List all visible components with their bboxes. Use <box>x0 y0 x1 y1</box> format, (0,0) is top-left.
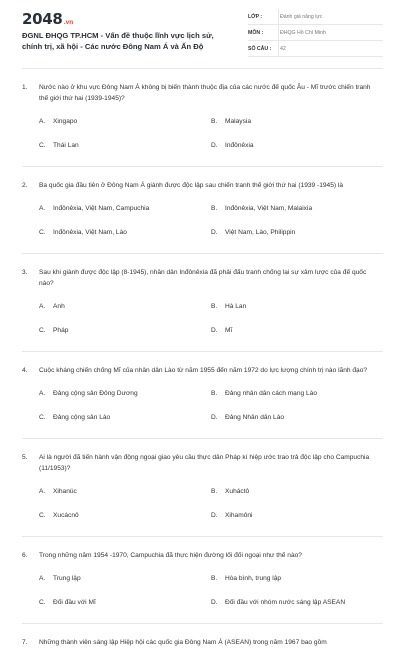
option-text: Đảng nhân dân cách mạng Lào <box>225 390 318 397</box>
question-body: Ba quốc gia đầu tiên ở Đông Nam Á giành được độc lập sau chiến tranh thế giới thứ hai (1939 -1945) là <box>39 182 344 189</box>
option-letter: D. <box>211 142 218 149</box>
option-letter: C. <box>39 229 46 236</box>
option-text: Inđônêxia, Việt Nam, Malaixia <box>225 205 313 212</box>
answer-option[interactable] <box>211 303 383 327</box>
page-title: ĐGNL ĐHQG TP.HCM - Vấn đề thuộc lĩnh vực lịch sử, chính trị, xã hội - Các nước Đông Nam Á và Ấn Độ <box>22 31 214 51</box>
option-text: Xingapo <box>53 118 78 125</box>
answer-option[interactable] <box>211 488 383 512</box>
answer-option[interactable] <box>39 142 211 166</box>
option-text: Thái Lan <box>53 142 79 149</box>
logo-text: 2048 <box>22 10 63 28</box>
option-text: Xucácnô <box>53 512 79 519</box>
option-letter: C. <box>39 599 46 606</box>
meta-row <box>248 9 383 25</box>
question-list <box>22 68 383 648</box>
question-body: Cuộc kháng chiến chống Mĩ của nhân dân Lào từ năm 1955 đến năm 1972 do lực lượng chính trị nào lãnh đạo? <box>39 367 368 374</box>
option-text: Hòa bình, trung lập <box>225 575 282 582</box>
answer-option[interactable] <box>211 512 383 536</box>
option-text: Đảng cộng sản Đông Dương <box>53 390 138 397</box>
meta-label: SỐ CÂU : <box>248 45 272 52</box>
option-text: Inđônêxia <box>225 142 254 149</box>
option-letter: D. <box>211 599 218 606</box>
meta-row <box>248 41 383 57</box>
option-letter: C. <box>39 414 46 421</box>
option-text: Xuháctô <box>225 488 250 495</box>
option-text: Xihanúc <box>53 488 77 495</box>
document-header <box>22 0 383 68</box>
option-text: Đối đầu với nhóm nước sáng lập ASEAN <box>225 599 346 606</box>
question-item <box>22 68 383 166</box>
question-body: Những thành viên sáng lập Hiệp hội các quốc gia Đông Nam Á (ASEAN) trong năm 1967 bao gồm <box>39 639 327 646</box>
option-letter: A. <box>39 118 46 125</box>
answer-option[interactable] <box>39 118 211 142</box>
question-number: 4. <box>22 367 28 374</box>
answer-option[interactable] <box>39 327 211 351</box>
question-body: Nước nào ở khu vực Đông Nam Á không bị biến thành thuộc địa của các nước đế quốc Âu - Mĩ trước chiến tranh thế giới thứ hai (1939-1945)? <box>39 84 371 102</box>
answer-option[interactable] <box>211 229 383 253</box>
option-letter: A. <box>39 575 46 582</box>
option-text: Đảng cộng sản Lào <box>53 414 111 421</box>
option-letter: B. <box>211 488 218 495</box>
answer-option[interactable] <box>39 229 211 253</box>
option-letter: B. <box>211 303 218 310</box>
option-letter: B. <box>211 390 218 397</box>
option-letter: C. <box>39 512 46 519</box>
meta-label: LỚP : <box>248 13 263 20</box>
answer-option[interactable] <box>211 205 383 229</box>
question-item <box>22 623 383 648</box>
answer-options <box>22 390 383 438</box>
question-number: 5. <box>22 454 28 461</box>
question-text <box>22 254 383 289</box>
option-letter: A. <box>39 205 46 212</box>
option-text: Đảng Nhân dân Lào <box>225 414 285 421</box>
option-text: Hà Lan <box>225 303 247 310</box>
answer-option[interactable] <box>211 599 383 623</box>
answer-option[interactable] <box>39 205 211 229</box>
answer-option[interactable] <box>39 488 211 512</box>
question-number: 3. <box>22 269 28 276</box>
answer-option[interactable] <box>211 118 383 142</box>
question-item <box>22 253 383 351</box>
question-text <box>22 439 383 474</box>
meta-value: Đánh giá năng lực <box>280 13 323 20</box>
answer-options <box>22 118 383 166</box>
answer-option[interactable] <box>211 327 383 351</box>
answer-option[interactable] <box>39 390 211 414</box>
question-body: Sau khi giành được độc lập (8-1945), nhân dân Inđônêxia đã phải đấu tranh chống lại sự xâm lược của đế quốc nào? <box>39 269 367 287</box>
question-number: 1. <box>22 84 28 91</box>
question-number: 2. <box>22 182 28 189</box>
option-letter: A. <box>39 303 46 310</box>
meta-value: 42 <box>280 45 286 52</box>
option-letter: C. <box>39 142 46 149</box>
answer-options <box>22 205 383 253</box>
answer-option[interactable] <box>211 390 383 414</box>
meta-value: ĐHQG Hồ Chí Minh <box>280 29 326 36</box>
site-logo[interactable] <box>22 10 73 28</box>
option-text: Inđônêxia, Việt Nam, Campuchia <box>53 205 150 212</box>
question-text <box>22 69 383 104</box>
answer-option[interactable] <box>39 512 211 536</box>
option-text: Trung lập <box>53 575 81 582</box>
meta-table <box>248 9 383 57</box>
meta-label: MÔN : <box>248 29 264 36</box>
question-text <box>22 167 383 191</box>
option-text: Anh <box>53 303 65 310</box>
option-letter: B. <box>211 205 218 212</box>
question-item <box>22 166 383 253</box>
question-body: Trong những năm 1954 -1970, Campuchia đã thực hiện đường lối đối ngoại như thế nào? <box>39 552 302 559</box>
option-letter: C. <box>39 327 46 334</box>
logo-suffix: .vn <box>63 19 74 26</box>
question-item <box>22 536 383 623</box>
option-letter: B. <box>211 118 218 125</box>
option-letter: D. <box>211 414 218 421</box>
answer-option[interactable] <box>39 303 211 327</box>
meta-divider <box>278 9 279 57</box>
answer-option[interactable] <box>211 575 383 599</box>
question-item <box>22 351 383 438</box>
answer-options <box>22 575 383 623</box>
question-number: 6. <box>22 552 28 559</box>
question-text <box>22 624 383 648</box>
option-letter: D. <box>211 327 218 334</box>
meta-row <box>248 25 383 41</box>
answer-option[interactable] <box>39 575 211 599</box>
answer-option[interactable] <box>39 414 211 438</box>
option-letter: A. <box>39 390 46 397</box>
question-item <box>22 438 383 536</box>
answer-option[interactable] <box>39 599 211 623</box>
answer-options <box>22 303 383 351</box>
option-text: Việt Nam, Lào, Philippin <box>225 229 296 236</box>
question-text <box>22 352 383 376</box>
option-text: Pháp <box>53 327 69 334</box>
answer-option[interactable] <box>211 142 383 166</box>
option-text: Malaysia <box>225 118 252 125</box>
option-letter: D. <box>211 512 218 519</box>
option-letter: D. <box>211 229 218 236</box>
question-number: 7. <box>22 639 28 646</box>
option-text: Đối đầu với Mĩ <box>53 599 96 606</box>
option-text: Xihamôni <box>225 512 253 519</box>
option-text: Mĩ <box>225 327 233 334</box>
answer-options <box>22 488 383 536</box>
question-text <box>22 537 383 561</box>
option-letter: A. <box>39 488 46 495</box>
answer-option[interactable] <box>211 414 383 438</box>
option-letter: B. <box>211 575 218 582</box>
option-text: Inđônêxia, Việt Nam, Lào <box>53 229 127 236</box>
question-body: Ai là người đã tiến hành vận động ngoại giao yêu cầu thực dân Pháp kí hiệp ước trao trả độc lập cho Campuchia (11/1953)? <box>39 454 370 472</box>
